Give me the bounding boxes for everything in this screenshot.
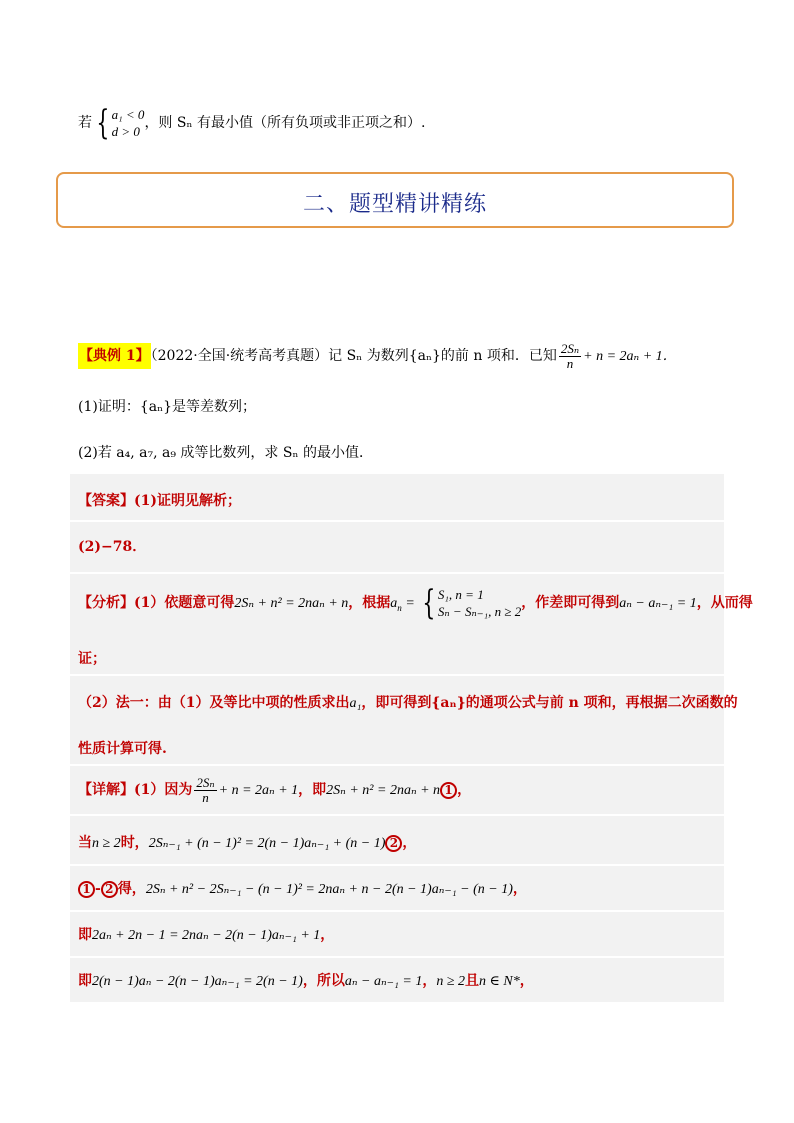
solution-panel xyxy=(70,474,753,1002)
section-header-box xyxy=(56,172,734,228)
fraction-denominator: n xyxy=(566,355,574,371)
example-tag: 【典例 1】 xyxy=(78,343,151,369)
section-title: 二、题型精讲精练 xyxy=(302,192,487,217)
question-1: (1)证明：{aₙ}是等差数列； xyxy=(78,399,257,415)
example-formula-rest: + n = 2aₙ + 1． xyxy=(583,349,677,365)
detail-line-3: 1 - 2 得，2Sₙ + n² − 2Sₙ₋₁ − (n − 1)² = 2naₙ + n − 2(n − 1)aₙ₋₁ − (n − 1)， xyxy=(78,878,527,898)
detail-fraction: $\frac{\text{2Sₙ}}{n}$ xyxy=(196,775,215,805)
fraction-numerator: 2Sₙ xyxy=(560,341,580,356)
analysis-line-2: （2）法一：由（1）及等比中项的性质求出a₁，即可得到{aₙ}的通项公式与前 n 项和，再根据二次函数的 xyxy=(78,695,738,711)
analysis-line-1: 【分析】(1）依题意可得2Sₙ + n² = 2naₙ + n，根据$a_n$ = { S₁, n = 1 Sₙ − Sₙ₋₁, n ≥ 2 ，作差即可得到aₙ − aₙ₋₁ = 1，从而得 xyxy=(78,583,753,623)
analysis-line-1-cont: 证； xyxy=(78,651,106,667)
condition-text: ，则 Sₙ 有最小值（所有负项或非正项之和）. xyxy=(144,115,426,131)
circled-number-2: 2 xyxy=(385,835,402,852)
detail-line-4: 即2aₙ + 2n − 1 = 2naₙ − 2(n − 1)aₙ₋₁ + 1， xyxy=(78,927,335,943)
condition-case-1: a₁ < 0 xyxy=(111,107,145,122)
example-source: （2022·全国·统考高考真题） xyxy=(150,348,329,365)
answer-line-2: (2)−78． xyxy=(78,539,147,555)
circled-number-1: 1 xyxy=(440,782,457,799)
detail-line-2: 当n ≥ 2时，2Sₙ₋₁ + (n − 1)² = 2(n − 1)aₙ₋₁ + (n − 1) 2 ， xyxy=(78,835,417,851)
question-2: (2)若 a₄, a₇, a₉ 成等比数列，求 Sₙ 的最小值． xyxy=(78,445,373,461)
detail-line-5: 即2(n − 1)aₙ − 2(n − 1)aₙ₋₁ = 2(n − 1)，所以aₙ − aₙ₋₁ = 1，n ≥ 2且n ∈ N*， xyxy=(78,973,534,989)
example-fraction xyxy=(559,342,581,370)
detail-line-1: 【详解】(1）因为 $\frac{\text{2Sₙ}}{n}$ + n = 2aₙ + 1，即2Sₙ + n² = 2naₙ + n 1 ， xyxy=(78,775,472,805)
analysis-line-2-cont: 性质计算可得. xyxy=(78,741,167,757)
condition-line: 若 { a₁ < 0 d > 0 ，则 Sₙ 有最小值（所有负项或非正项之和）. xyxy=(78,103,426,143)
example-statement xyxy=(78,342,677,370)
example-stem: 记 Sₙ 为数列{aₙ}的前 n 项和．已知 xyxy=(328,348,557,365)
condition-cases xyxy=(112,106,145,140)
condition-prefix: 若 xyxy=(78,115,92,131)
condition-case-2: d > 0 xyxy=(111,124,140,139)
analysis-cases: S₁, n = 1 Sₙ − Sₙ₋₁, n ≥ 2 xyxy=(437,587,522,619)
answer-line-1: 【答案】(1)证明见解析； xyxy=(78,493,241,509)
